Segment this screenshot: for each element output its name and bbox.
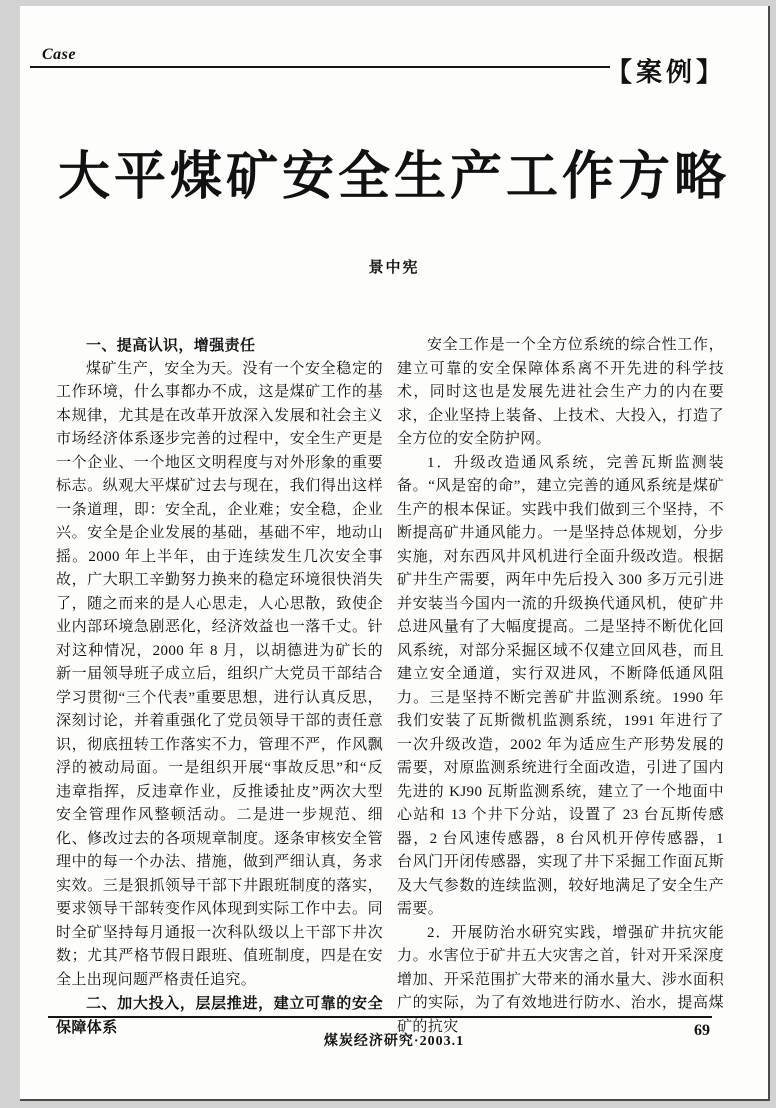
article-author: 景中宪 (368, 260, 420, 276)
journal-name: 煤炭经济研究·2003.1 (323, 1034, 465, 1049)
article-title: 大平煤矿安全生产工作方略 (57, 149, 730, 206)
footer-rule (48, 1016, 712, 1018)
body-paragraph: 2．开展防治水研究实践，增强矿井抗灾能力。水害位于矿井五大灾害之首，针对开采深度增加、开采范围扩大带来的涌水量大、涉水面积广的实际，为了有效地进行防水、治水，提高煤矿的抗灾 (397, 924, 724, 1035)
article-body (56, 334, 724, 1039)
category-tag: 【案例】 (605, 57, 726, 87)
journal-page (20, 6, 770, 1101)
header-eyebrow: Case (42, 46, 76, 63)
page-number: 69 (694, 1022, 710, 1039)
left-column (56, 334, 383, 1039)
section-heading-1: 一、提高认识，增强责任 (86, 337, 256, 354)
body-paragraph: 安全工作是一个全方位系统的综合性工作，建立可靠的安全保障体系离不开先进的科学技术，同时这也是发展先进社会生产力的内在要求，企业坚持上装备、上技术、大投入，打造了全方位的安全防护网。 (397, 337, 724, 447)
right-column (397, 334, 724, 1039)
section-heading-2: 二、加大投入，层层推进，建立可靠的安全保障体系 (56, 995, 383, 1036)
body-paragraph: 1．升级改造通风系统，完善瓦斯监测装备。“风是窑的命”，建立完善的通风系统是煤矿生产的根本保证。实践中我们做到三个坚持，不断提高矿井通风能力。一是坚持总体规划，分步实施，对东西风井风机进行全面升级改造。根据矿井生产需要，两年中先后投入 300 多万元引进并安装当今国内一流的升级换代通风机，使矿井总进风量有了大幅度提高。二是坚持不断优化回风系统，对部分采掘区域不仅建立回风巷，而且建立安全通道，实行双进风，不断降低通风阻力。三是坚持不断完善矿井监测系统。1990 年我们安装了瓦斯微机监测系统，1991 年进行了一次升级改造，2002 年为适应生产形势发展的需要，对原监测系统进行全面改造，引进了国内先进的 KJ90 瓦斯监测系统，建立了一个地面中心站和 13 个井下分站，设置了 23 台瓦斯传感器，2 台风速传感器，8 台风机开停传感器，1 台风门开闭传感器，实现了井下采掘工作面瓦斯及大气参数的连续监测，较好地满足了安全生产需要。 (397, 454, 724, 917)
header-rule (30, 66, 610, 68)
body-paragraph: 煤矿生产，安全为天。没有一个安全稳定的工作环境，什么事都办不成，这是煤矿工作的基本规律，尤其是在改革开放深入发展和社会主义市场经济体系逐步完善的过程中，安全生产更是一个企业、一个地区文明程度与对外形象的重要标志。纵观大平煤矿过去与现在，我们得出这样一条道理，即：安全乱，企业难；安全稳，企业兴。安全是企业发展的基础，基础不牢，地动山摇。2000 年上半年，由于连续发生几次安全事故，广大职工辛勤努力换来的稳定环境很快消失了，随之而来的是人心思走，人心思散，致使企业内部环境急剧恶化，经济效益也一落千丈。针对这种情况，2000 年 8 月，以胡德进为矿长的新一届领导班子成立后，组织广大党员干部结合学习贯彻“三个代表”重要思想，进行认真反思，深刻讨论，并着重强化了党员领导干部的责任意识，彻底扭转工作落实不力，管理不严，作风飘浮的被动局面。一是组织开展“事故反思”和“反违章指挥，反违章作业，反推诿扯皮”两次大型安全管理作风整顿活动。二是进一步规范、细化、修改过去的各项规章制度。逐条审核安全管理中的每一个办法、措施，做到严细认真，务求实效。三是狠抓领导干部下井跟班制度的落实，要求领导干部转变作风体现到实际工作中去。同时全矿坚持每月通报一次科队级以上干部下井次数；尤其严格节假日跟班、值班制度，四是在安全上出现问题严格责任追究。 (56, 360, 383, 988)
